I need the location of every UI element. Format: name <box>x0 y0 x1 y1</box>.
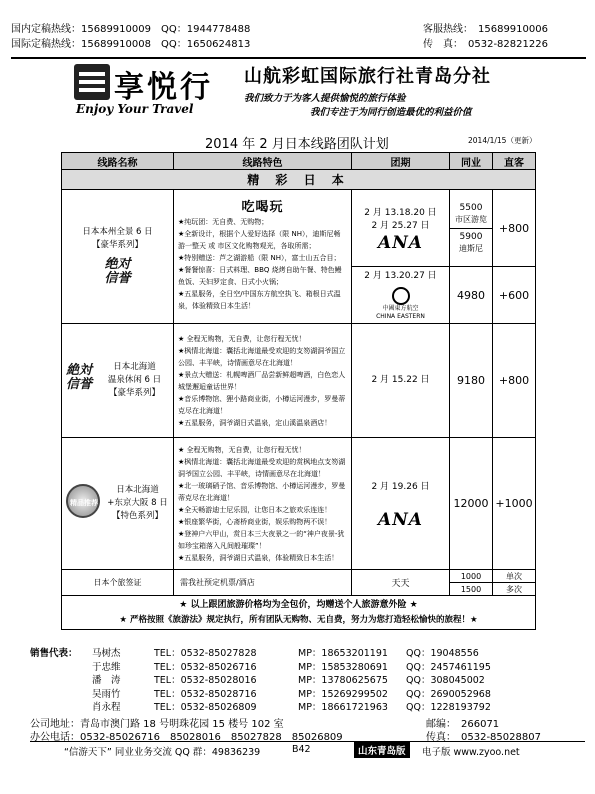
visa-name: 日本个旅签证 <box>62 570 174 596</box>
brand-logo: 吃喝玩 <box>241 199 284 215</box>
fax-number: 传 真： 0532-82821226 <box>423 39 548 50</box>
visa-price: 1000 <box>450 570 493 583</box>
note-line: ★ 以上跟团旅游价格均为全包价，均赠送个人旅游意外险 ★ <box>179 600 418 610</box>
brand-header <box>74 62 579 126</box>
feature-item: ★银座繁华街，心斋桥商业街，娱乐购物两不误！ <box>178 517 332 526</box>
list-item <box>30 645 585 659</box>
direct-price: +800 <box>493 324 536 438</box>
company-logo <box>74 62 234 126</box>
schedule-table <box>61 152 536 630</box>
rep-qq: QQ：2690052968 <box>406 688 491 700</box>
slogan-line-2: 我们专注于为同行创造最优的利益价值 <box>310 107 472 118</box>
rep-tel: TEL：0532-85026716 <box>154 661 257 673</box>
visa-entry-type: 单次 <box>493 570 536 583</box>
header-route-name: 线路名称 <box>62 153 174 170</box>
route-name-cell <box>62 438 174 570</box>
feature-item: ★音乐博物馆、狸小路商业街，小樽运河漫步，罗曼蒂克尽在北海道！ <box>178 394 346 415</box>
logo-mark-icon <box>74 64 110 100</box>
list-item <box>30 659 585 673</box>
ana-logo: ANA <box>378 509 423 530</box>
phone-row <box>30 728 585 741</box>
route-series: 【豪华系列】 <box>108 388 160 398</box>
table-header-row <box>62 153 536 170</box>
header-features: 线路特色 <box>174 153 352 170</box>
rep-tel: TEL：0532-85027828 <box>154 648 257 659</box>
route-features-cell <box>174 190 352 324</box>
note-line: ★ 严格按照《旅游法》规定执行，所有团队无购物、无自费，努力为您打造轻松愉快的旅程！★ <box>119 615 478 625</box>
feature-item: ★五星服务，全日空/中国东方航空执飞、箱根日式温泉，体验精致日本生活！ <box>178 289 341 310</box>
visa-price: 1500 <box>450 583 493 596</box>
route-name: 日本本州全景 6 日 <box>82 227 153 237</box>
visa-schedule: 天天 <box>352 570 450 596</box>
sales-reps <box>30 645 585 713</box>
company-address: 公司地址：青岛市澳门路 18 号明珠花园 15 楼号 102 室 <box>30 719 284 730</box>
feature-item: ★纯玩团：无自费、无购物； <box>178 217 269 226</box>
international-hotline: 国际定稿热线：15689910008 QQ：1650624813 <box>11 39 251 50</box>
page-number: B42 <box>292 744 311 755</box>
visa-requirement: 需我社预定机票/酒店 <box>174 570 352 596</box>
logo-chinese-text: 享悦行 <box>114 70 213 105</box>
logo-english-text: Enjoy Your Travel <box>76 102 194 116</box>
rep-mobile: MP：13780625675 <box>298 675 388 686</box>
rep-qq: QQ：2457461195 <box>406 661 491 673</box>
list-item <box>30 686 585 700</box>
china-eastern-logo-icon <box>392 287 410 305</box>
page-footer <box>64 742 564 758</box>
route-name: 日本北海道 温泉休闲 6 日 <box>107 362 162 385</box>
rep-name: 潘 涛 <box>92 675 121 686</box>
rep-qq: QQ：1228193792 <box>406 702 491 713</box>
feature-item: ★全新设计，根据个人爱好选择（限 NH），迪斯尼畅游一整天 或 市区文化购物观光，各取所需； <box>178 229 341 250</box>
rep-name: 吴雨竹 <box>92 688 121 700</box>
rep-name: 马树杰 <box>92 648 121 659</box>
feature-item: ★ 全程无购物，无自费，让您行程无忧！ <box>178 445 306 454</box>
edition-url[interactable]: 电子版 www.zyoo.net <box>422 747 520 758</box>
company-name: 山航彩虹国际旅行社青岛分社 <box>244 66 491 87</box>
price-option: 5500 市区游览 <box>450 200 492 229</box>
trade-price: 12000 <box>450 438 493 570</box>
rep-mobile: MP：18653201191 <box>298 648 388 659</box>
direct-price: +600 <box>493 267 536 324</box>
reps-label: 销售代表： <box>30 648 78 659</box>
header-trade-price: 同业 <box>450 153 493 170</box>
rep-mobile: MP：15269299502 <box>298 688 388 700</box>
slogan-line-1: 我们致力于为客人提供愉悦的旅行体验 <box>244 93 406 104</box>
trade-price: 9180 <box>450 324 493 438</box>
domestic-hotline: 国内定稿热线：15689910009 QQ：1944778488 <box>11 24 251 35</box>
recommended-badge-icon: 精品推荐 <box>66 484 100 523</box>
feature-item: ★五星服务，洞爷湖日式温泉，定山溪温泉酒店！ <box>178 418 332 427</box>
china-eastern-label: 中國東方航空 CHINA EASTERN <box>376 304 425 320</box>
feature-item: ★景点大赠送：札幌啤酒厂品尝新鲜超啤酒，白色恋人城堡邂逅童话世界！ <box>178 370 346 391</box>
departure-cell <box>352 267 450 324</box>
feature-item: ★登神户六甲山，赏日本三大夜景之一的“神户夜景-犹如珍宝箱落入凡间般璀璨”！ <box>178 529 345 550</box>
departure-dates: 2 月 19.26 日 <box>371 481 430 492</box>
rep-tel: TEL：0532-85026809 <box>154 702 257 713</box>
notes-cell <box>62 596 536 630</box>
route-name-cell <box>62 324 174 438</box>
table-row <box>62 438 536 570</box>
feature-item: ★北一玻璃硝子馆、音乐博物馆、小樽运河漫步，罗曼蒂克尽在北海道！ <box>178 481 346 502</box>
list-item <box>30 672 585 686</box>
rep-mobile: MP：15853280691 <box>298 661 388 673</box>
feature-item: ★全天畅游迪士尼乐园，让您日本之旅欢乐连连！ <box>178 505 332 514</box>
qq-group: “信游天下” 同业业务交流 QQ 群：49836239 <box>64 747 261 758</box>
feature-item: ★特别赠送：芦之湖游船（限 NH），富士山五合目； <box>178 253 341 262</box>
office-phone: 办公电话：0532-85026716 85028016 85027828 85026809 <box>30 732 343 743</box>
route-features-cell <box>174 324 352 438</box>
departure-dates: 2 月 15.22 日 <box>352 324 450 438</box>
departure-cell <box>352 438 450 570</box>
service-hotline: 客服热线： 15689910006 <box>423 24 548 35</box>
rep-qq: QQ：19048556 <box>406 648 479 659</box>
reputation-seal-icon: 绝对 信誉 <box>104 257 131 286</box>
direct-price: +800 <box>493 190 536 267</box>
ana-logo: ANA <box>378 232 423 253</box>
feature-item: ★枫情北海道：囊括北海道最受欢迎的赏枫地点支笏湖洞爷国立公园、丰平峡，诗情画意尽在北海道！ <box>178 457 346 478</box>
rep-tel: TEL：0532-85028016 <box>154 675 257 686</box>
route-features-cell <box>174 438 352 570</box>
office-fax: 传真： 0532-85028807 <box>426 732 541 743</box>
rep-name: 于忠维 <box>92 661 121 673</box>
reputation-seal-icon: 絶対 信誉 <box>66 363 93 392</box>
hotline-bar <box>11 22 586 58</box>
route-series: 【特色系列】 <box>111 511 163 521</box>
price-option: 5900 迪斯尼 <box>459 231 483 253</box>
table-row <box>62 324 536 438</box>
feature-item: ★五星服务，洞爷湖日式温泉，体验精致日本生活！ <box>178 553 339 562</box>
feature-item: ★ 全程无购物，无自费，让您行程无忧！ <box>178 334 306 343</box>
rep-name: 肖永程 <box>92 702 121 713</box>
header-departures: 团期 <box>352 153 450 170</box>
visa-entry-type: 多次 <box>493 583 536 596</box>
rep-tel: TEL：0532-85028716 <box>154 688 257 700</box>
route-name: 日本北海道 +东京大阪 8 日 <box>107 485 168 508</box>
feature-item: ★餐餐惊喜：日式料理、BBQ 烧烤自助午餐、特色鳗鱼饭、天妇罗定食、日式小火锅； <box>178 265 342 286</box>
table-row <box>62 190 536 267</box>
departure-dates: 2 月 13.18.20 日 2 月 25.27 日 <box>364 207 437 231</box>
route-name-cell <box>62 190 174 324</box>
address-row <box>30 715 585 728</box>
page-title: 2014 年 2 月日本线路团队计划 <box>205 137 389 152</box>
section-heading: 精 彩 日 本 <box>62 170 536 190</box>
update-date: 2014/1/15（更新） <box>468 136 537 145</box>
header-direct-price: 直客 <box>493 153 536 170</box>
feature-item: ★枫情北海道：囊括北海道最受欢迎的支笏湖洞爷国立公园、丰平峡，诗情画意尽在北海道！ <box>178 346 346 367</box>
trade-price: 4980 <box>450 267 493 324</box>
route-series: 【豪华系列】 <box>91 240 143 250</box>
list-item <box>30 699 585 713</box>
trade-price-cell <box>450 190 493 267</box>
header-divider <box>11 57 586 59</box>
departure-dates: 2 月 13.20.27 日 <box>364 270 437 281</box>
table-row <box>62 570 536 583</box>
rep-qq: QQ：308045002 <box>406 675 485 686</box>
publisher-badge: 山东青岛版 <box>354 742 410 758</box>
direct-price: +1000 <box>493 438 536 570</box>
departure-cell <box>352 190 450 267</box>
postcode: 邮编： 266071 <box>426 719 500 730</box>
rep-mobile: MP：18661721963 <box>298 702 388 713</box>
